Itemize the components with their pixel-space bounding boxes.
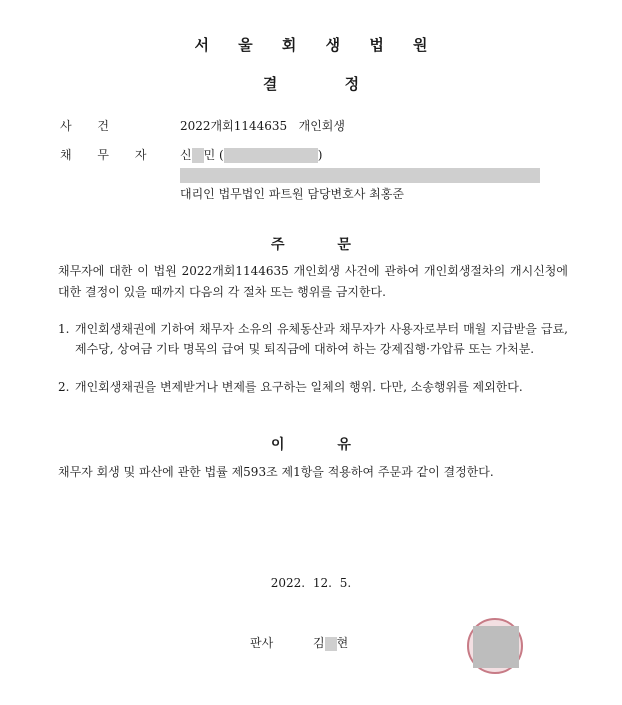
address-redaction: [180, 168, 540, 183]
order-intro: 채무자에 대한 이 법원 2022개회1144635 개인회생 사건에 관하여 개인회생절차의 개시신청에 대한 결정이 있을 때까지 다음의 각 절차 또는 행위를 금지한다.: [58, 264, 568, 299]
seal-redaction: [473, 626, 519, 668]
reason-heading: 이 유: [271, 437, 351, 453]
redaction-block: [325, 637, 337, 651]
case-number: 2022개회1144635: [180, 119, 288, 133]
order-item: [58, 377, 568, 397]
document-title: 결 정: [262, 75, 360, 93]
judge-name-last: 현: [336, 636, 349, 650]
judge-name: [313, 634, 348, 651]
order-item-text: 개인회생채권을 변제받거나 변제를 요구하는 일체의 행위. 다만, 소송행위를 제외한다.: [75, 380, 523, 394]
order-item-number: 2.: [58, 380, 70, 394]
case-value: [180, 118, 345, 134]
redaction-block: [224, 148, 318, 163]
decision-date: 2022. 12. 5.: [270, 576, 352, 590]
debtor-id-open: (: [219, 148, 224, 162]
order-item-number: 1.: [58, 322, 70, 336]
court-seal-icon: [467, 618, 523, 674]
order-item: [58, 319, 568, 359]
debtor-name-first: 신: [180, 148, 192, 162]
reason-text: 채무자 회생 및 파산에 관한 법률 제593조 제1항을 적용하여 주문과 같이 결정한다.: [58, 465, 494, 479]
debtor-name-last: 민: [203, 148, 216, 162]
agent-text: 대리인 법무법인 파트원 담당변호사 최홍준: [180, 187, 404, 201]
order-item-text: 개인회생채권에 기하여 채무자 소유의 유체동산과 채무자가 사용자로부터 매월 지급받을 급료, 제수당, 상여금 기타 명목의 급여 및 퇴직금에 대하여 하는 강제집행·가압류 또는 가처분.: [75, 322, 568, 356]
debtor-label: 채 무 자: [60, 148, 147, 162]
order-heading: 주 문: [271, 237, 351, 253]
court-name: 서 울 회 생 법 원: [194, 36, 440, 54]
case-type: 개인회생: [298, 119, 345, 133]
judge-name-first: 김: [313, 636, 325, 650]
case-label: 사 건: [60, 119, 109, 133]
debtor-id-close: ): [317, 148, 323, 162]
judge-label: 판사: [250, 636, 274, 650]
debtor-value: [180, 147, 322, 163]
redaction-block: [192, 148, 204, 163]
